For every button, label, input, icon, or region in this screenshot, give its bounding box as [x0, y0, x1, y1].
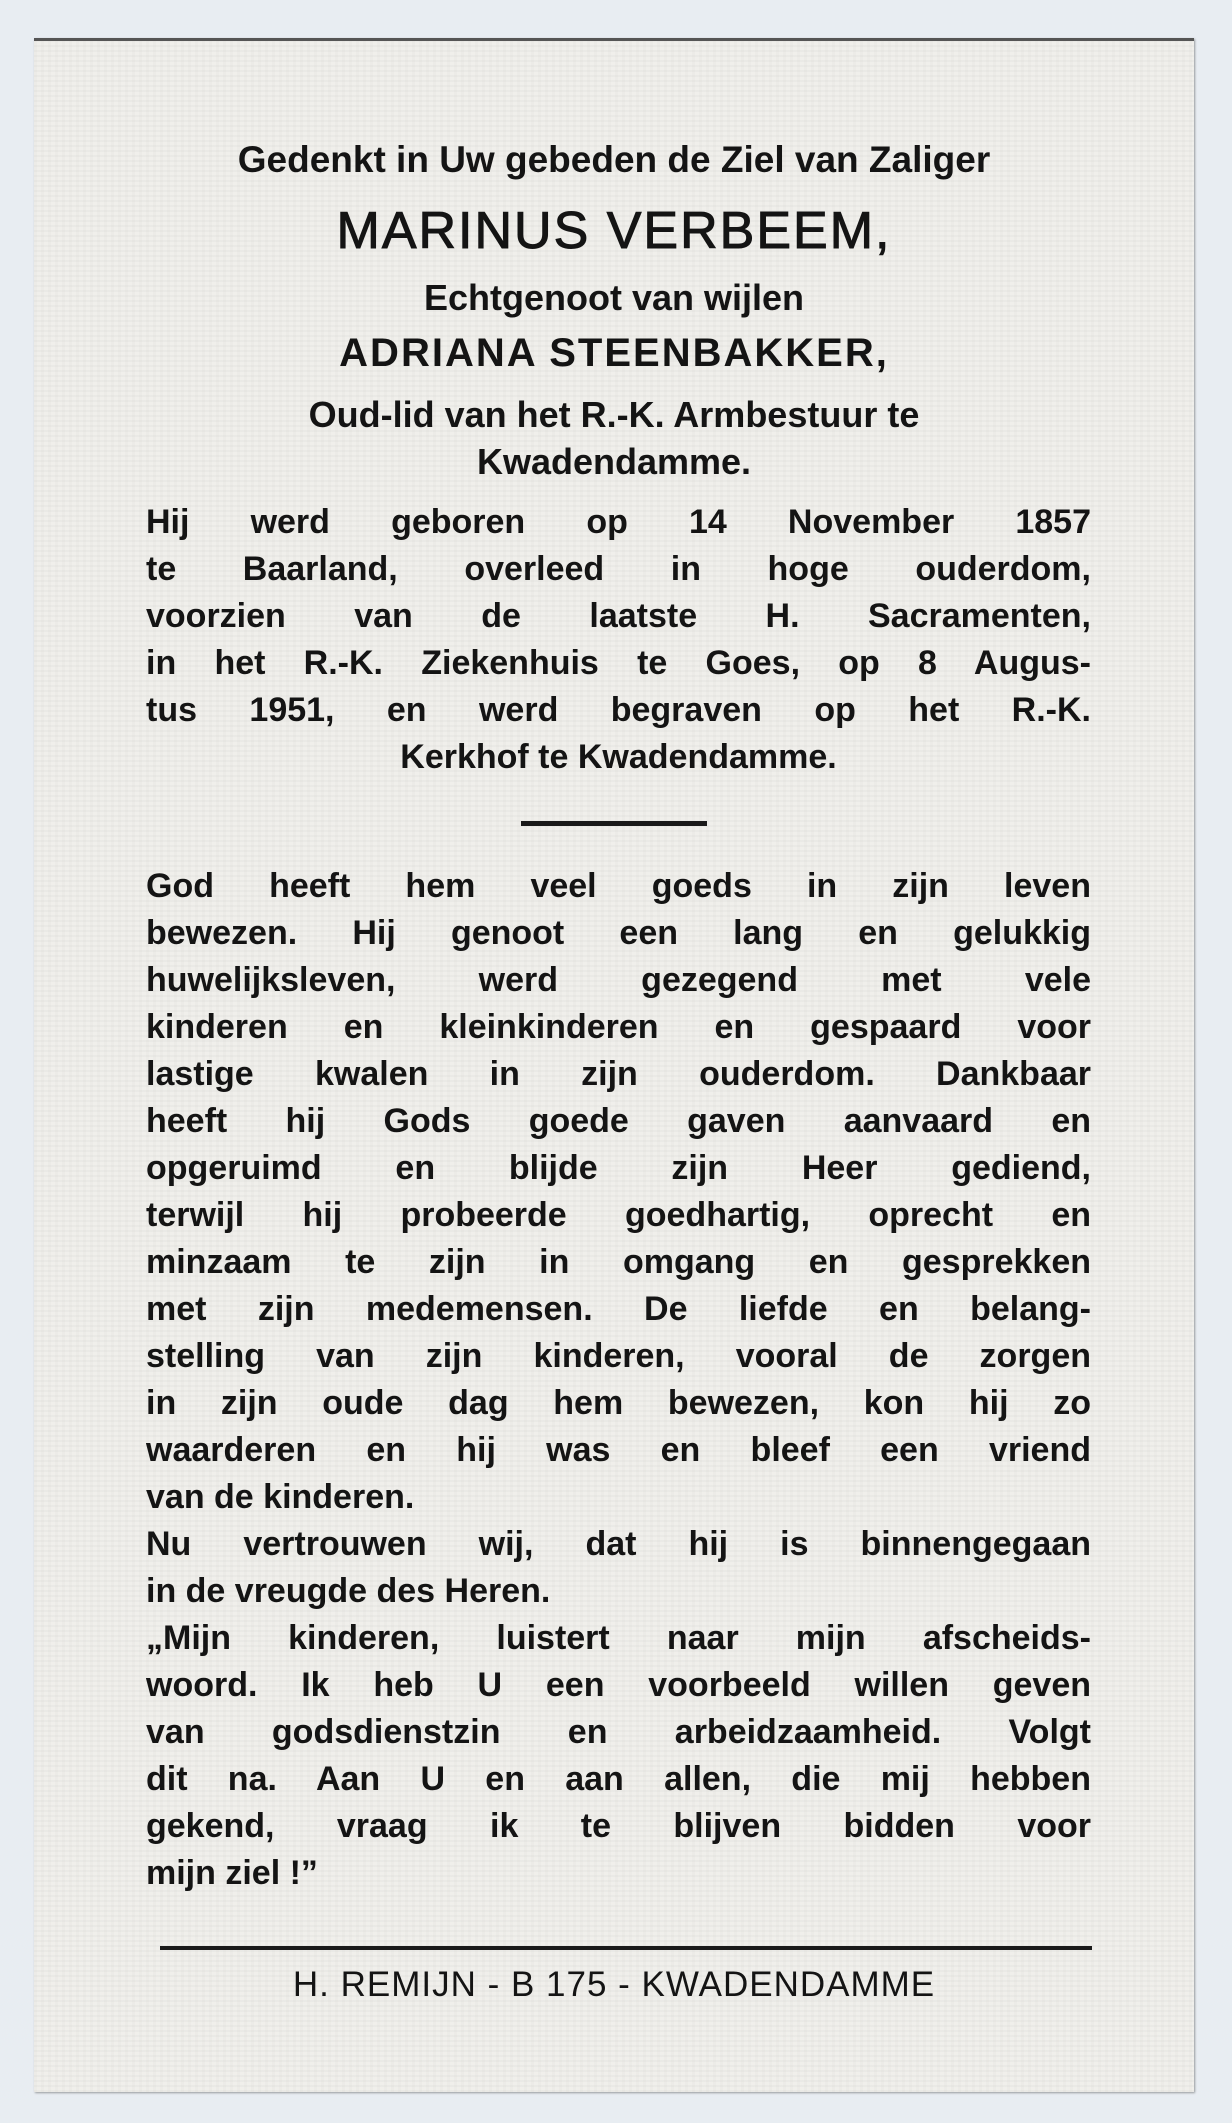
eulogy-line: in zijn oude dag hem bewezen, kon hij zo	[146, 1384, 1091, 1422]
spouse-intro: Echtgenoot van wijlen	[423, 277, 805, 318]
footer-divider	[160, 1946, 1092, 1950]
eulogy-line: opgeruimd en blijde zijn Heer gediend,	[146, 1149, 1091, 1187]
printer-credit: H. REMIJN - B 175 - KWADENDAMME	[292, 1965, 936, 2004]
eulogy-line: minzaam te zijn in omgang en gesprekken	[146, 1243, 1091, 1281]
divider	[521, 821, 707, 826]
eulogy-line: met zijn medemensen. De liefde en belang-	[146, 1290, 1091, 1328]
eulogy-line: „Mijn kinderen, luistert naar mijn afscheids-	[146, 1619, 1091, 1657]
eulogy-line: lastige kwalen in zijn ouderdom. Dankbaar	[146, 1055, 1091, 1093]
eulogy-line: terwijl hij probeerde goedhartig, oprecht en	[146, 1196, 1091, 1234]
eulogy-line: stelling van zijn kinderen, vooral de zorgen	[146, 1337, 1091, 1375]
biography-line: in het R.-K. Ziekenhuis te Goes, op 8 Augus-	[146, 644, 1091, 682]
eulogy-line: Nu vertrouwen wij, dat hij is binnengegaan	[146, 1525, 1091, 1563]
eulogy	[146, 863, 1091, 1897]
eulogy-line: kinderen en kleinkinderen en gespaard voor	[146, 1008, 1091, 1046]
biography-line: Hij werd geboren op 14 November 1857	[146, 503, 1091, 541]
eulogy-line: heeft hij Gods goede gaven aanvaard en	[146, 1102, 1091, 1140]
role-line-2: Kwadendamme.	[476, 441, 752, 482]
eulogy-line: van de kinderen.	[146, 1478, 415, 1516]
intro-line: Gedenkt in Uw gebeden de Ziel van Zaliger	[237, 139, 991, 180]
biography-line: tus 1951, en werd begraven op het R.-K.	[146, 691, 1091, 729]
spouse-name: ADRIANA STEENBAKKER,	[339, 331, 889, 375]
eulogy-line: God heeft hem veel goeds in zijn leven	[146, 867, 1091, 905]
biography-line: voorzien van de laatste H. Sacramenten,	[146, 597, 1091, 635]
biography-line: te Baarland, overleed in hoge ouderdom,	[146, 550, 1091, 588]
biography-line: Kerkhof te Kwadendamme.	[400, 738, 837, 776]
eulogy-line: in de vreugde des Heren.	[146, 1572, 551, 1610]
eulogy-line: mijn ziel !”	[146, 1854, 318, 1892]
eulogy-line: huwelijksleven, werd gezegend met vele	[146, 961, 1091, 999]
deceased-name: MARINUS VERBEEM,	[336, 202, 892, 260]
role-line-1: Oud-lid van het R.-K. Armbestuur te	[308, 394, 920, 435]
eulogy-line: dit na. Aan U en aan allen, die mij hebben	[146, 1760, 1091, 1798]
eulogy-line: van godsdienstzin en arbeidzaamheid. Volgt	[146, 1713, 1091, 1751]
memorial-card	[34, 38, 1194, 2092]
biography	[146, 499, 1091, 781]
eulogy-line: waarderen en hij was en bleef een vriend	[146, 1431, 1091, 1469]
eulogy-line: bewezen. Hij genoot een lang en gelukkig	[146, 914, 1091, 952]
eulogy-line: gekend, vraag ik te blijven bidden voor	[146, 1807, 1091, 1845]
eulogy-line: woord. Ik heb U een voorbeeld willen geven	[146, 1666, 1091, 1704]
